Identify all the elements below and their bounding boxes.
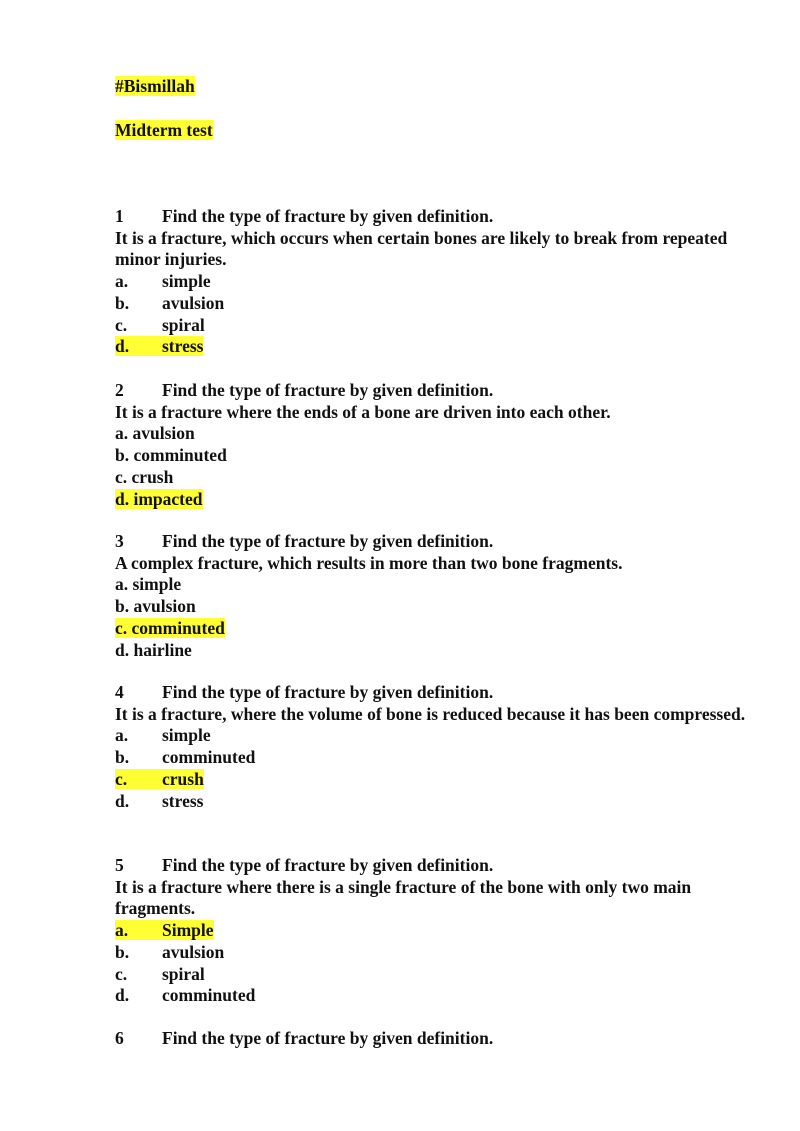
answer-option — [115, 596, 755, 618]
question-block — [115, 682, 755, 812]
answer-content — [115, 964, 205, 984]
option-letter: c. — [115, 963, 128, 984]
question-heading — [115, 682, 755, 704]
question-heading — [115, 206, 755, 228]
answer-option — [115, 747, 755, 769]
question-definition: It is a fracture, where the volume of bone is reduced because it has been compressed. — [115, 703, 746, 724]
option-text: comminuted — [162, 747, 256, 768]
answer-option — [115, 618, 755, 640]
answer-option — [115, 423, 755, 445]
option-text: spiral — [162, 314, 205, 335]
question-number: 1 — [115, 206, 124, 226]
question-block — [115, 206, 755, 358]
option-text: avulsion — [162, 941, 225, 962]
option-letter: c. — [115, 466, 128, 487]
answer-highlight — [115, 618, 225, 638]
question-block — [115, 380, 755, 510]
option-text: crush — [162, 768, 204, 789]
option-text: hairline — [133, 639, 192, 660]
option-letter: a. — [115, 271, 129, 292]
answer-option — [115, 640, 755, 662]
question-number: 3 — [115, 531, 124, 551]
document-title: #Bismillah — [115, 76, 195, 96]
answer-option — [115, 769, 755, 791]
option-letter: d. — [115, 336, 130, 357]
answer-content — [115, 271, 211, 291]
answer-content — [115, 445, 227, 465]
option-letter: a. — [115, 920, 129, 941]
answer-option — [115, 791, 755, 813]
answer-option — [115, 725, 755, 747]
question-prompt: Find the type of fracture by given definition. — [162, 855, 494, 875]
option-letter: c. — [115, 768, 128, 789]
answer-content — [115, 574, 181, 594]
option-letter: d. — [115, 488, 130, 509]
option-letter: a. — [115, 423, 129, 444]
question-number: 5 — [115, 855, 124, 875]
option-letter: b. — [115, 747, 130, 768]
question-prompt: Find the type of fracture by given definition. — [162, 531, 494, 551]
option-letter: c. — [115, 617, 128, 638]
option-text: comminuted — [133, 445, 227, 466]
answer-content — [115, 747, 255, 767]
answer-highlight — [115, 920, 214, 940]
answer-content — [115, 791, 203, 811]
option-text: Simple — [162, 920, 214, 941]
answer-option — [115, 920, 755, 942]
answer-option — [115, 985, 755, 1007]
answer-content — [115, 293, 224, 313]
option-letter: b. — [115, 445, 130, 466]
option-text: comminuted — [131, 617, 225, 638]
answer-option — [115, 942, 755, 964]
question-definition: It is a fracture, which occurs when certain bones are likely to break from repeated minor injuries. — [115, 227, 728, 270]
option-letter: a. — [115, 574, 129, 595]
option-text: spiral — [162, 963, 205, 984]
answer-content — [115, 942, 224, 962]
answer-option — [115, 964, 755, 986]
answer-highlight — [115, 336, 203, 356]
question-prompt: Find the type of fracture by given definition. — [162, 206, 494, 226]
answer-option — [115, 315, 755, 337]
option-letter: b. — [115, 596, 130, 617]
answer-content — [115, 985, 255, 1005]
answer-content — [115, 467, 173, 487]
option-text: avulsion — [162, 292, 225, 313]
answer-highlight — [115, 769, 204, 789]
answer-content — [115, 640, 192, 660]
question-number: 4 — [115, 682, 124, 702]
option-letter: a. — [115, 725, 129, 746]
question-block — [115, 1028, 755, 1050]
option-text: avulsion — [132, 423, 195, 444]
option-letter: b. — [115, 292, 130, 313]
question-definition: It is a fracture where the ends of a bone are driven into each other. — [115, 401, 611, 422]
answer-content — [115, 423, 195, 443]
answer-option — [115, 574, 755, 596]
answer-option — [115, 489, 755, 511]
answer-option — [115, 467, 755, 489]
option-text: comminuted — [162, 985, 256, 1006]
option-text: impacted — [133, 488, 203, 509]
option-text: stress — [162, 790, 204, 811]
option-text: crush — [131, 466, 174, 487]
document-subtitle: Midterm test — [115, 120, 213, 140]
question-number: 6 — [115, 1028, 124, 1048]
answer-content — [115, 596, 196, 616]
option-letter: d. — [115, 790, 130, 811]
question-block — [115, 855, 755, 1007]
answer-option — [115, 293, 755, 315]
option-text: simple — [162, 271, 211, 292]
question-heading — [115, 531, 755, 553]
question-heading — [115, 1028, 755, 1050]
answer-content — [115, 725, 211, 745]
question-prompt: Find the type of fracture by given definition. — [162, 1028, 494, 1048]
question-number: 2 — [115, 380, 124, 400]
option-letter: b. — [115, 941, 130, 962]
answer-option — [115, 336, 755, 358]
option-letter: c. — [115, 314, 128, 335]
option-letter: d. — [115, 639, 130, 660]
answer-option — [115, 445, 755, 467]
option-text: simple — [162, 725, 211, 746]
answer-highlight — [115, 489, 203, 509]
option-text: stress — [162, 336, 204, 357]
question-definition: It is a fracture where there is a single fracture of the bone with only two main fragments. — [115, 876, 692, 919]
answer-option — [115, 271, 755, 293]
question-prompt: Find the type of fracture by given definition. — [162, 380, 494, 400]
question-heading — [115, 855, 755, 877]
question-definition: A complex fracture, which results in more than two bone fragments. — [115, 552, 623, 573]
option-text: avulsion — [133, 596, 196, 617]
question-prompt: Find the type of fracture by given definition. — [162, 682, 494, 702]
question-block — [115, 531, 755, 661]
option-text: simple — [132, 574, 182, 595]
question-heading — [115, 380, 755, 402]
option-letter: d. — [115, 985, 130, 1006]
answer-content — [115, 315, 205, 335]
